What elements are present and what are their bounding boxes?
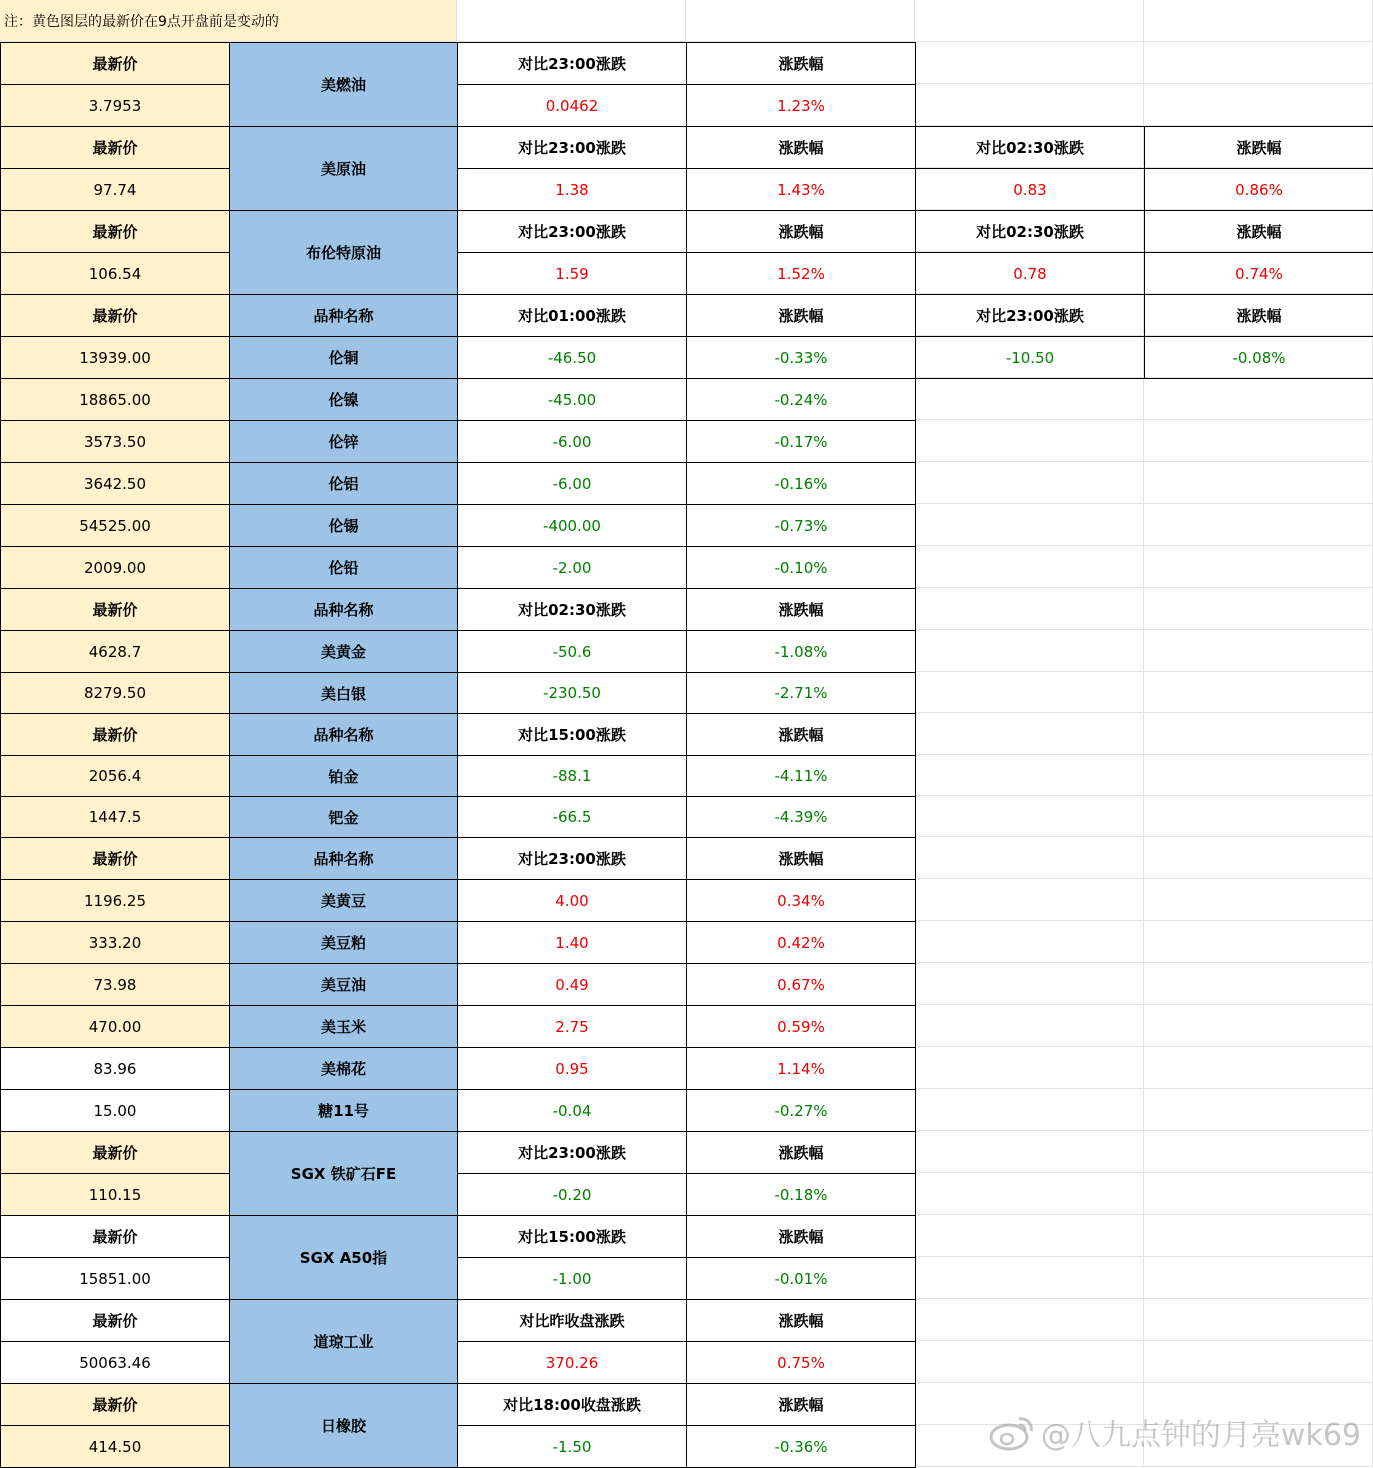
instrument-name[interactable]: 美豆粕 xyxy=(229,921,458,964)
change-header[interactable]: 对比23:00涨跌 xyxy=(457,837,687,880)
price-header[interactable]: 最新价 xyxy=(0,126,230,169)
empty-cell[interactable] xyxy=(1144,1341,1373,1383)
instrument-name[interactable]: 伦镍 xyxy=(229,378,458,421)
empty-cell[interactable] xyxy=(915,1131,1144,1173)
pct-header[interactable]: 涨跌幅 xyxy=(686,126,916,169)
empty-cell[interactable] xyxy=(1144,1089,1373,1131)
pct-value[interactable]: -0.36% xyxy=(686,1425,916,1468)
instrument-name[interactable]: 美黄金 xyxy=(229,630,458,673)
latest-price[interactable]: 3573.50 xyxy=(0,420,230,463)
empty-cell[interactable] xyxy=(1144,879,1373,921)
pct-value[interactable]: -0.73% xyxy=(686,504,916,547)
price-header[interactable]: 最新价 xyxy=(0,1299,230,1342)
pct-value[interactable]: -0.33% xyxy=(686,336,916,379)
empty-cell[interactable] xyxy=(915,1089,1144,1131)
latest-price[interactable]: 333.20 xyxy=(0,921,230,964)
change-value[interactable]: 0.95 xyxy=(457,1047,687,1090)
latest-price[interactable]: 83.96 xyxy=(0,1047,230,1090)
weibo-icon xyxy=(989,1413,1035,1451)
change-value[interactable]: -0.04 xyxy=(457,1089,687,1132)
change-value[interactable]: -6.00 xyxy=(457,462,687,505)
latest-price[interactable]: 18865.00 xyxy=(0,378,230,421)
price-header[interactable]: 最新价 xyxy=(0,294,230,337)
pct2-value[interactable]: 0.86% xyxy=(1144,168,1373,211)
empty-cell[interactable] xyxy=(915,630,1144,672)
instrument-name[interactable]: 伦锡 xyxy=(229,504,458,547)
change-header[interactable]: 对比23:00涨跌 xyxy=(457,1131,687,1174)
change-value[interactable]: -50.6 xyxy=(457,630,687,673)
price-header[interactable]: 最新价 xyxy=(0,588,230,631)
empty-cell[interactable] xyxy=(1144,1131,1373,1173)
name-header[interactable]: 品种名称 xyxy=(229,713,458,756)
empty-cell[interactable] xyxy=(1144,84,1373,126)
change-value[interactable]: 1.59 xyxy=(457,252,687,295)
empty-cell[interactable] xyxy=(1144,1215,1373,1257)
latest-price[interactable]: 3.7953 xyxy=(0,84,230,127)
pct-value[interactable]: -1.08% xyxy=(686,630,916,673)
empty-cell[interactable] xyxy=(915,378,1144,420)
pct-header[interactable]: 涨跌幅 xyxy=(686,42,916,85)
instrument-name[interactable]: 道琼工业 xyxy=(229,1299,458,1384)
latest-price[interactable]: 54525.00 xyxy=(0,504,230,547)
change2-value[interactable]: -10.50 xyxy=(915,336,1145,379)
empty-cell[interactable] xyxy=(1144,713,1373,755)
change-value[interactable]: -6.00 xyxy=(457,420,687,463)
latest-price[interactable]: 2009.00 xyxy=(0,546,230,589)
change-value[interactable]: 370.26 xyxy=(457,1341,687,1384)
empty-cell[interactable] xyxy=(915,672,1144,713)
change-value[interactable]: 1.40 xyxy=(457,921,687,964)
instrument-name[interactable]: 伦铅 xyxy=(229,546,458,589)
price-header[interactable]: 最新价 xyxy=(0,1131,230,1174)
change-header[interactable]: 对比18:00收盘涨跌 xyxy=(457,1383,687,1426)
latest-price[interactable]: 110.15 xyxy=(0,1173,230,1216)
pct-value[interactable]: -0.18% xyxy=(686,1173,916,1216)
price-header[interactable]: 最新价 xyxy=(0,210,230,253)
price-header[interactable]: 最新价 xyxy=(0,837,230,880)
change-header[interactable]: 对比01:00涨跌 xyxy=(457,294,687,337)
empty-cell[interactable] xyxy=(915,1341,1144,1383)
change-value[interactable]: -66.5 xyxy=(457,796,687,838)
pct2-header[interactable]: 涨跌幅 xyxy=(1144,294,1373,337)
pct-value[interactable]: 0.34% xyxy=(686,879,916,922)
change-header[interactable]: 对比23:00涨跌 xyxy=(457,126,687,169)
pct-value[interactable]: 1.43% xyxy=(686,168,916,211)
instrument-name[interactable]: 美黄豆 xyxy=(229,879,458,922)
pct-header[interactable]: 涨跌幅 xyxy=(686,713,916,756)
empty-cell[interactable] xyxy=(1144,837,1373,879)
price-header[interactable]: 最新价 xyxy=(0,42,230,85)
instrument-name[interactable]: 美白银 xyxy=(229,672,458,714)
empty-cell[interactable] xyxy=(915,713,1144,755)
empty-cell[interactable] xyxy=(915,84,1144,126)
watermark xyxy=(989,1410,1361,1454)
pct-value[interactable]: -0.16% xyxy=(686,462,916,505)
change-value[interactable]: -1.00 xyxy=(457,1257,687,1300)
empty-cell[interactable] xyxy=(1144,796,1373,837)
empty-cell[interactable] xyxy=(1144,672,1373,713)
pct-header[interactable]: 涨跌幅 xyxy=(686,837,916,880)
latest-price[interactable]: 414.50 xyxy=(0,1425,230,1468)
change2-header[interactable]: 对比02:30涨跌 xyxy=(915,126,1145,169)
pct-value[interactable]: 0.59% xyxy=(686,1005,916,1048)
empty-cell[interactable] xyxy=(915,796,1144,837)
empty-cell[interactable] xyxy=(915,837,1144,879)
name-header[interactable]: 品种名称 xyxy=(229,588,458,631)
instrument-name[interactable]: 铂金 xyxy=(229,755,458,797)
pct-header[interactable]: 涨跌幅 xyxy=(686,294,916,337)
latest-price[interactable]: 50063.46 xyxy=(0,1341,230,1384)
change2-value[interactable]: 0.78 xyxy=(915,252,1145,295)
change-value[interactable]: 2.75 xyxy=(457,1005,687,1048)
latest-price[interactable]: 1196.25 xyxy=(0,879,230,922)
change-value[interactable]: 0.49 xyxy=(457,963,687,1006)
change-header[interactable]: 对比15:00涨跌 xyxy=(457,713,687,756)
pct2-value[interactable]: 0.74% xyxy=(1144,252,1373,295)
empty-cell[interactable] xyxy=(915,42,1144,84)
pct-header[interactable]: 涨跌幅 xyxy=(686,1299,916,1342)
empty-cell[interactable] xyxy=(915,462,1144,504)
empty-cell[interactable] xyxy=(915,921,1144,963)
instrument-name[interactable]: SGX 铁矿石FE xyxy=(229,1131,458,1216)
pct-value[interactable]: -0.10% xyxy=(686,546,916,589)
pct-value[interactable]: -0.24% xyxy=(686,378,916,421)
change-value[interactable]: -88.1 xyxy=(457,755,687,797)
name-header[interactable]: 品种名称 xyxy=(229,294,458,337)
instrument-name[interactable]: 伦铝 xyxy=(229,462,458,505)
watermark-text: @八九点钟的月亮wk69 xyxy=(1040,1418,1361,1453)
empty-cell[interactable] xyxy=(915,546,1144,588)
pct-value[interactable]: 1.14% xyxy=(686,1047,916,1090)
pct-value[interactable]: 1.52% xyxy=(686,252,916,295)
pct-value[interactable]: 1.23% xyxy=(686,84,916,127)
empty-cell[interactable] xyxy=(1144,588,1373,630)
empty-cell[interactable] xyxy=(915,963,1144,1005)
pct2-value[interactable]: -0.08% xyxy=(1144,336,1373,379)
empty-cell[interactable] xyxy=(1144,462,1373,504)
latest-price[interactable]: 8279.50 xyxy=(0,672,230,714)
empty-cell[interactable] xyxy=(1144,546,1373,588)
pct-value[interactable]: -0.27% xyxy=(686,1089,916,1132)
pct-value[interactable]: -4.11% xyxy=(686,755,916,797)
instrument-name[interactable]: 美玉米 xyxy=(229,1005,458,1048)
empty-cell[interactable] xyxy=(457,0,686,42)
empty-cell[interactable] xyxy=(1144,420,1373,462)
empty-cell[interactable] xyxy=(915,0,1144,42)
empty-cell[interactable] xyxy=(915,1299,1144,1341)
change-value[interactable]: -0.20 xyxy=(457,1173,687,1216)
change-header[interactable]: 对比15:00涨跌 xyxy=(457,1215,687,1258)
change-header[interactable]: 对比23:00涨跌 xyxy=(457,210,687,253)
change2-value[interactable]: 0.83 xyxy=(915,168,1145,211)
empty-cell[interactable] xyxy=(686,0,915,42)
change-value[interactable]: -400.00 xyxy=(457,504,687,547)
empty-cell[interactable] xyxy=(915,1047,1144,1089)
latest-price[interactable]: 15851.00 xyxy=(0,1257,230,1300)
pct-header[interactable]: 涨跌幅 xyxy=(686,1383,916,1426)
empty-cell[interactable] xyxy=(915,504,1144,546)
pct2-header[interactable]: 涨跌幅 xyxy=(1144,126,1373,169)
change-header[interactable]: 对比02:30涨跌 xyxy=(457,588,687,631)
latest-price[interactable]: 2056.4 xyxy=(0,755,230,797)
change-header[interactable]: 对比昨收盘涨跌 xyxy=(457,1299,687,1342)
empty-cell[interactable] xyxy=(915,1005,1144,1047)
pct-header[interactable]: 涨跌幅 xyxy=(686,588,916,631)
change-value[interactable]: -1.50 xyxy=(457,1425,687,1468)
empty-cell[interactable] xyxy=(915,755,1144,796)
empty-cell[interactable] xyxy=(915,1173,1144,1215)
empty-cell[interactable] xyxy=(1144,378,1373,420)
empty-cell[interactable] xyxy=(1144,1005,1373,1047)
empty-cell[interactable] xyxy=(915,1257,1144,1299)
pct-header[interactable]: 涨跌幅 xyxy=(686,1215,916,1258)
empty-cell[interactable] xyxy=(915,879,1144,921)
empty-cell[interactable] xyxy=(1144,504,1373,546)
latest-price[interactable]: 73.98 xyxy=(0,963,230,1006)
latest-price[interactable]: 1447.5 xyxy=(0,796,230,838)
instrument-name[interactable]: 美原油 xyxy=(229,126,458,211)
pct2-header[interactable]: 涨跌幅 xyxy=(1144,210,1373,253)
change-header[interactable]: 对比23:00涨跌 xyxy=(457,42,687,85)
pct-value[interactable]: 0.42% xyxy=(686,921,916,964)
latest-price[interactable]: 470.00 xyxy=(0,1005,230,1048)
pct-header[interactable]: 涨跌幅 xyxy=(686,210,916,253)
name-header[interactable]: 品种名称 xyxy=(229,837,458,880)
price-header[interactable]: 最新价 xyxy=(0,1383,230,1426)
latest-price[interactable]: 13939.00 xyxy=(0,336,230,379)
empty-cell[interactable] xyxy=(1144,630,1373,672)
price-header[interactable]: 最新价 xyxy=(0,1215,230,1258)
latest-price[interactable]: 3642.50 xyxy=(0,462,230,505)
price-header[interactable]: 最新价 xyxy=(0,713,230,756)
empty-cell[interactable] xyxy=(915,588,1144,630)
pct-value[interactable]: -2.71% xyxy=(686,672,916,714)
change-value[interactable]: -230.50 xyxy=(457,672,687,714)
instrument-name[interactable]: 美棉花 xyxy=(229,1047,458,1090)
empty-cell[interactable] xyxy=(1144,963,1373,1005)
change-value[interactable]: -2.00 xyxy=(457,546,687,589)
pct-value[interactable]: -0.17% xyxy=(686,420,916,463)
change-value[interactable]: 1.38 xyxy=(457,168,687,211)
instrument-name[interactable]: 美燃油 xyxy=(229,42,458,127)
instrument-name[interactable]: 布伦特原油 xyxy=(229,210,458,295)
latest-price[interactable]: 97.74 xyxy=(0,168,230,211)
change2-header[interactable]: 对比23:00涨跌 xyxy=(915,294,1145,337)
pct-value[interactable]: 0.67% xyxy=(686,963,916,1006)
change-value[interactable]: -46.50 xyxy=(457,336,687,379)
pct-header[interactable]: 涨跌幅 xyxy=(686,1131,916,1174)
note-cell[interactable]: 注：黄色图层的最新价在9点开盘前是变动的 xyxy=(0,0,457,42)
change-value[interactable]: 4.00 xyxy=(457,879,687,922)
instrument-name[interactable]: 美豆油 xyxy=(229,963,458,1006)
instrument-name[interactable]: 糖11号 xyxy=(229,1089,458,1132)
instrument-name[interactable]: 日橡胶 xyxy=(229,1383,458,1468)
empty-cell[interactable] xyxy=(915,420,1144,462)
pct-value[interactable]: -4.39% xyxy=(686,796,916,838)
empty-cell[interactable] xyxy=(1144,755,1373,796)
empty-cell[interactable] xyxy=(1144,1173,1373,1215)
change-value[interactable]: 0.0462 xyxy=(457,84,687,127)
empty-cell[interactable] xyxy=(1144,0,1373,42)
empty-cell[interactable] xyxy=(1144,1299,1373,1341)
instrument-name[interactable]: 伦铜 xyxy=(229,336,458,379)
instrument-name[interactable]: SGX A50指 xyxy=(229,1215,458,1300)
empty-cell[interactable] xyxy=(1144,1047,1373,1089)
instrument-name[interactable]: 钯金 xyxy=(229,796,458,838)
empty-cell[interactable] xyxy=(1144,1257,1373,1299)
change2-header[interactable]: 对比02:30涨跌 xyxy=(915,210,1145,253)
empty-cell[interactable] xyxy=(1144,42,1373,84)
pct-value[interactable]: 0.75% xyxy=(686,1341,916,1384)
pct-value[interactable]: -0.01% xyxy=(686,1257,916,1300)
latest-price[interactable]: 15.00 xyxy=(0,1089,230,1132)
change-value[interactable]: -45.00 xyxy=(457,378,687,421)
latest-price[interactable]: 4628.7 xyxy=(0,630,230,673)
latest-price[interactable]: 106.54 xyxy=(0,252,230,295)
empty-cell[interactable] xyxy=(1144,921,1373,963)
instrument-name[interactable]: 伦锌 xyxy=(229,420,458,463)
empty-cell[interactable] xyxy=(915,1215,1144,1257)
